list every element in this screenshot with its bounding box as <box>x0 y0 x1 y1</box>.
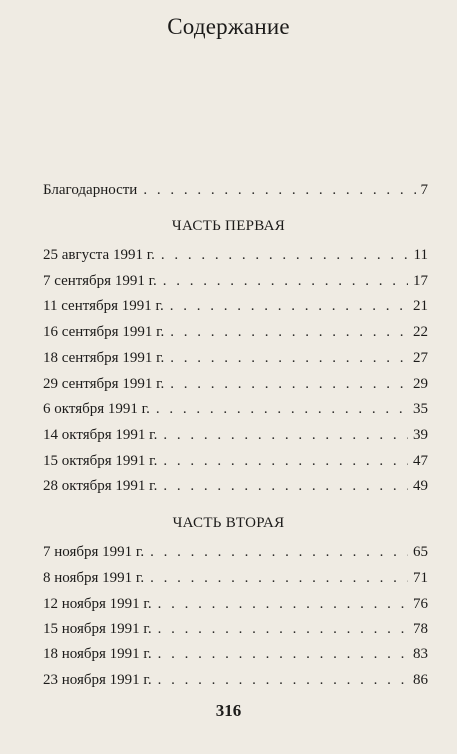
dot-leader <box>156 401 408 418</box>
dot-leader <box>163 427 408 444</box>
toc-entry <box>43 621 428 643</box>
toc-entry-page: 11 <box>413 247 428 263</box>
toc-entry-label: 16 сентября 1991 г. <box>43 324 165 340</box>
toc-entry <box>43 570 428 592</box>
dot-leader <box>170 350 408 367</box>
toc-entry-label: 18 ноября 1991 г. <box>43 646 152 662</box>
toc-entry-label: 15 октября 1991 г. <box>43 453 158 469</box>
toc-entry-page: 29 <box>413 376 428 392</box>
toc-entry-label: 8 ноября 1991 г. <box>43 570 145 586</box>
dot-leader <box>143 182 415 199</box>
toc-entry <box>43 324 428 346</box>
toc-entry <box>43 298 428 320</box>
toc-entry <box>43 247 428 269</box>
toc-entry-label: 12 ноября 1991 г. <box>43 596 152 612</box>
dot-leader <box>163 453 408 470</box>
dot-leader <box>150 570 408 587</box>
toc-entry-label: 6 октября 1991 г. <box>43 401 150 417</box>
toc-entry-page: 7 <box>420 182 428 198</box>
toc-entry-page: 35 <box>413 401 428 417</box>
toc-entry <box>43 453 428 475</box>
dot-leader <box>150 544 408 561</box>
toc-entry-page: 86 <box>413 672 428 688</box>
toc-entry <box>43 427 428 449</box>
toc-entry-label: 29 сентября 1991 г. <box>43 376 165 392</box>
toc-entry-label: 23 ноября 1991 г. <box>43 672 152 688</box>
dot-leader <box>158 672 408 689</box>
toc-entry <box>43 273 428 295</box>
toc-entry <box>43 646 428 668</box>
part-one-heading: ЧАСТЬ ПЕРВАЯ <box>171 218 286 234</box>
toc-entry-label: 14 октября 1991 г. <box>43 427 158 443</box>
toc-entry <box>43 401 428 423</box>
dot-leader <box>158 621 408 638</box>
toc-entry-label: 11 сентября 1991 г. <box>43 298 164 314</box>
toc-entry-page: 83 <box>413 646 428 662</box>
toc-entry-page: 47 <box>413 453 428 469</box>
toc-entry-page: 39 <box>413 427 428 443</box>
toc-entry-page: 49 <box>413 478 428 494</box>
toc-entry-page: 76 <box>413 596 428 612</box>
toc-entry-label: Благодарности <box>43 182 138 198</box>
toc-entry-page: 27 <box>413 350 428 366</box>
toc-entry <box>43 350 428 372</box>
toc-entry-page: 22 <box>413 324 428 340</box>
toc-entry-page: 17 <box>413 273 428 289</box>
part-two-heading: ЧАСТЬ ВТОРАЯ <box>172 515 285 531</box>
page-number: 316 <box>215 701 242 720</box>
toc-entry <box>43 376 428 398</box>
dot-leader <box>158 596 408 613</box>
dot-leader <box>170 298 408 315</box>
toc-entry-label: 7 сентября 1991 г. <box>43 273 157 289</box>
toc-entry-label: 25 августа 1991 г. <box>43 247 155 263</box>
dot-leader <box>158 646 408 663</box>
toc-entry <box>43 672 428 694</box>
dot-leader <box>161 247 409 264</box>
toc-entry <box>43 478 428 500</box>
dot-leader <box>170 376 408 393</box>
dot-leader <box>163 273 408 290</box>
dot-leader <box>170 324 408 341</box>
toc-entry-acknowledgments <box>43 182 428 204</box>
toc-entry-label: 18 сентября 1991 г. <box>43 350 165 366</box>
dot-leader <box>163 478 408 495</box>
toc-entry-page: 78 <box>413 621 428 637</box>
toc-entry <box>43 544 428 566</box>
page-title: Содержание <box>167 14 290 39</box>
toc-entry-page: 21 <box>413 298 428 314</box>
toc-entry-label: 7 ноября 1991 г. <box>43 544 145 560</box>
toc-entry <box>43 596 428 618</box>
toc-entry-label: 28 октября 1991 г. <box>43 478 158 494</box>
toc-entry-label: 15 ноября 1991 г. <box>43 621 152 637</box>
toc-entry-page: 65 <box>413 544 428 560</box>
toc-entry-page: 71 <box>413 570 428 586</box>
